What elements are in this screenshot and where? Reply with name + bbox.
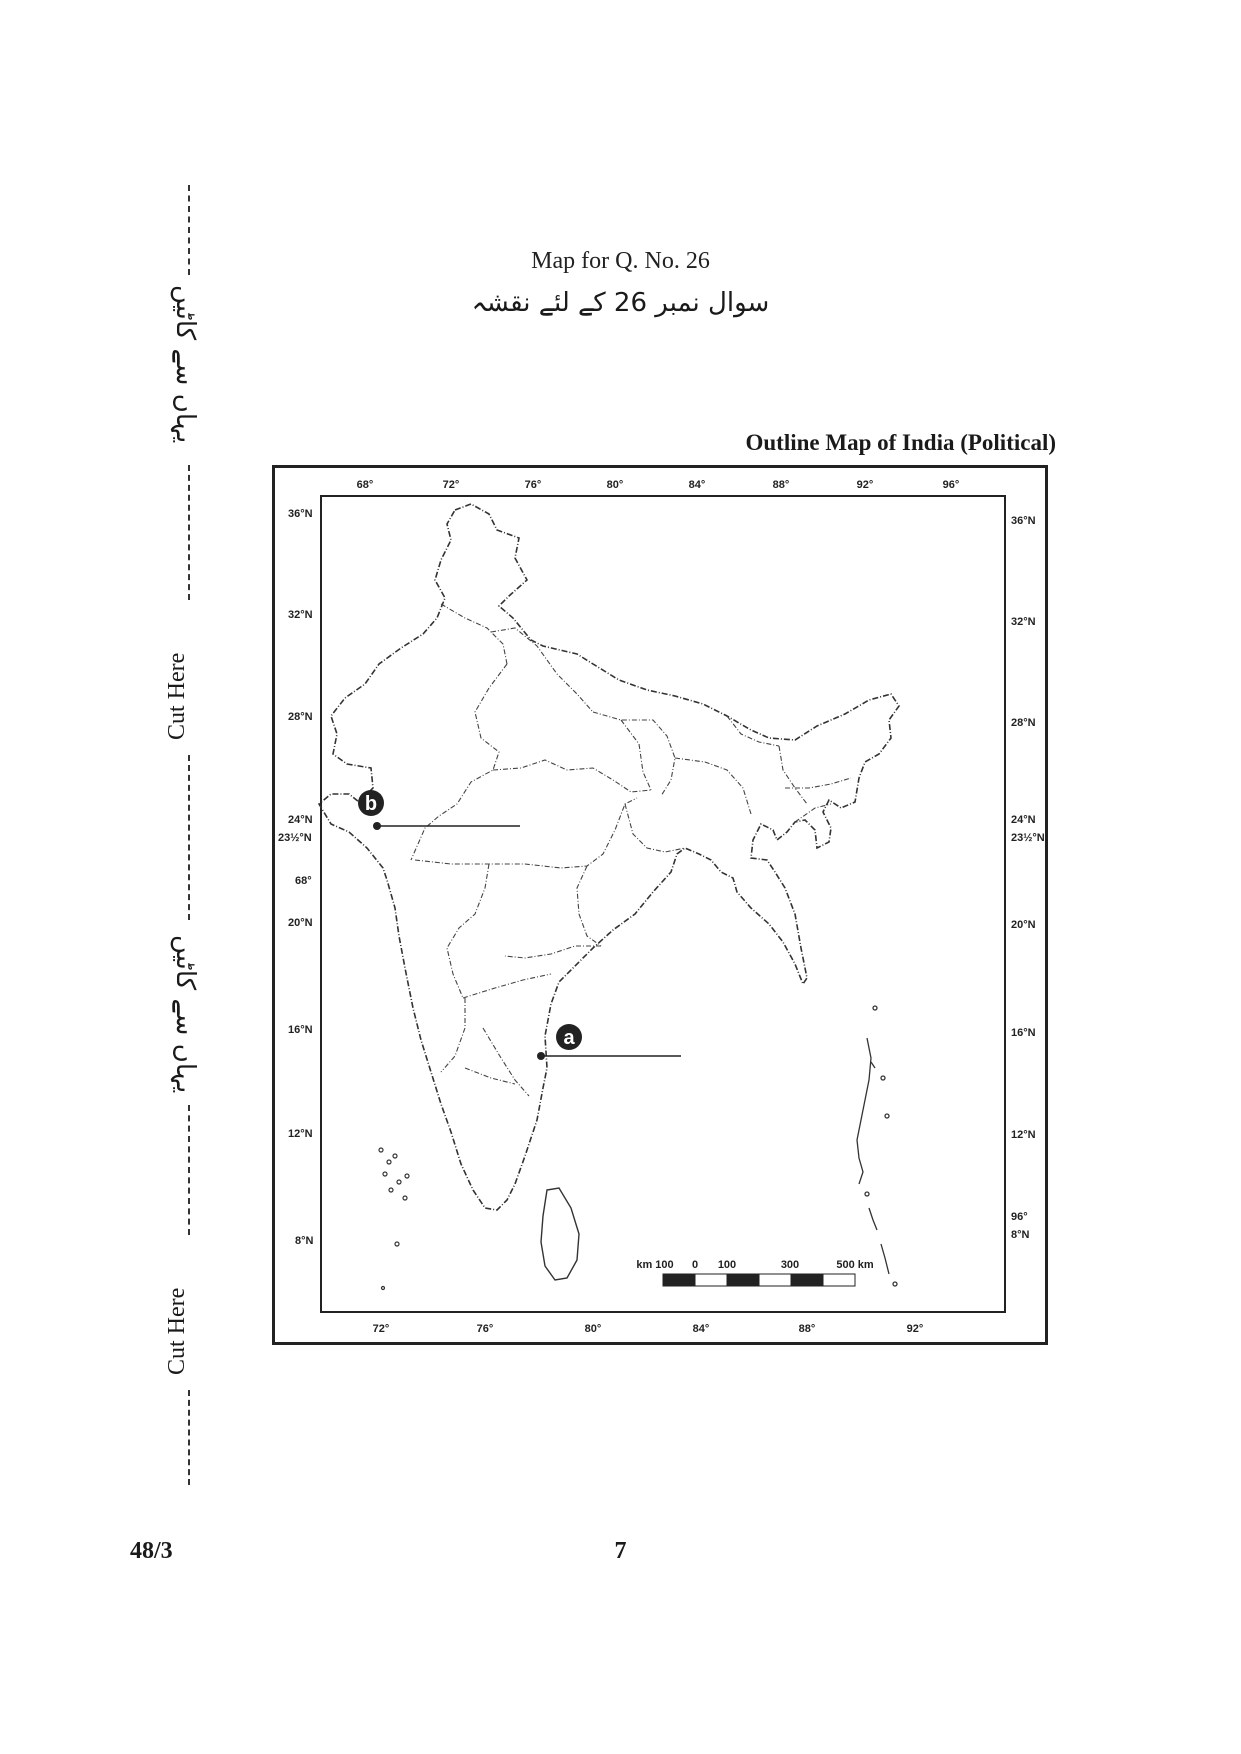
lon-label: 80°: [606, 479, 624, 491]
marker-b-label: b: [364, 793, 378, 815]
scale-segment: [791, 1274, 823, 1286]
lat-label: 16°N: [288, 1024, 313, 1036]
lat-label: 16°N: [1011, 1027, 1036, 1039]
lon-label: 76°: [476, 1323, 494, 1335]
scale-segment: [759, 1274, 791, 1286]
left-latitude-labels: [278, 508, 314, 1247]
state-boundaries: [411, 604, 851, 1096]
question-title-urdu: سوال نمبر 26 کے لئے نقشہ: [471, 288, 770, 318]
lat-label: 12°N: [1011, 1129, 1036, 1141]
lon-label: 88°: [798, 1323, 816, 1335]
scale-label: 100: [717, 1259, 737, 1271]
scale-segment: [663, 1274, 695, 1286]
india-outline: [319, 504, 899, 1210]
lon-label: 84°: [688, 479, 706, 491]
scale-label: 300: [780, 1259, 800, 1271]
cut-here-english-bottom: Cut Here: [164, 1287, 190, 1375]
lon-label: 80°: [584, 1323, 602, 1335]
lat-label: 20°N: [1011, 919, 1036, 931]
lat-label: 24°N: [1011, 814, 1036, 826]
lon-label: 88°: [772, 479, 790, 491]
sri-lanka-outline: [541, 1188, 579, 1280]
lat-label: 12°N: [288, 1128, 313, 1140]
cut-line: [188, 1390, 190, 1485]
bottom-longitude-labels: [373, 1323, 924, 1335]
scale-label: 500 km: [836, 1259, 874, 1271]
right-latitude-labels: [1011, 515, 1045, 1241]
lat-label: 68°: [295, 875, 312, 887]
marker-a: [537, 1024, 681, 1060]
lat-label: 20°N: [288, 917, 313, 929]
lon-label: 92°: [856, 479, 874, 491]
lat-label: 23½°N: [1011, 832, 1045, 844]
lon-label: 72°: [442, 479, 460, 491]
cut-here-english-top: Cut Here: [164, 652, 190, 740]
marker-b-dot: [373, 822, 381, 830]
cut-line: [188, 755, 190, 920]
lakshadweep-islands: [379, 1148, 409, 1290]
top-longitude-labels: [357, 479, 960, 491]
lat-label: 8°N: [1011, 1229, 1030, 1241]
lat-label: 96°: [1011, 1211, 1028, 1223]
lat-label: 8°N: [295, 1235, 314, 1247]
cut-here-urdu-bottom: یہاں سے کاٹیں: [170, 935, 200, 1094]
cut-here-strip: [150, 185, 210, 1485]
lon-label: 76°: [524, 479, 542, 491]
question-title: Map for Q. No. 26: [531, 248, 710, 274]
map-inner-border: [321, 496, 1005, 1312]
lon-label: 72°: [372, 1323, 390, 1335]
marker-a-label: a: [563, 1027, 575, 1049]
scale-segment: [727, 1274, 759, 1286]
india-outline-map: [275, 468, 1045, 1342]
map-heading: Outline Map of India (Political): [745, 430, 1056, 455]
cut-line: [188, 1105, 190, 1235]
marker-a-dot: [537, 1052, 545, 1060]
lat-label: 32°N: [288, 609, 313, 621]
lat-label: 28°N: [1011, 717, 1036, 729]
scale-label: 0: [691, 1259, 699, 1271]
marker-b: [358, 790, 520, 830]
page-number: 7: [614, 1538, 627, 1564]
lat-label: 36°N: [1011, 515, 1036, 527]
lat-label: 28°N: [288, 711, 313, 723]
lon-label: 84°: [692, 1323, 710, 1335]
lat-label: 23½°N: [278, 832, 312, 844]
andaman-nicobar-islands: [857, 1006, 897, 1286]
cut-line: [188, 465, 190, 600]
map-frame: [272, 465, 1048, 1345]
lat-label: 32°N: [1011, 616, 1036, 628]
scale-segment: [695, 1274, 727, 1286]
lat-label: 24°N: [288, 814, 313, 826]
scale-label: km 100: [636, 1259, 674, 1271]
paper-code: 48/3: [130, 1538, 173, 1564]
scale-segment: [823, 1274, 855, 1286]
lat-label: 36°N: [288, 508, 313, 520]
lon-label: 96°: [942, 479, 960, 491]
scale-bar: [636, 1259, 874, 1286]
lon-label: 92°: [906, 1323, 924, 1335]
cut-here-urdu-top: یہاں سے کاٹیں: [170, 285, 200, 444]
lon-label: 68°: [356, 479, 374, 491]
